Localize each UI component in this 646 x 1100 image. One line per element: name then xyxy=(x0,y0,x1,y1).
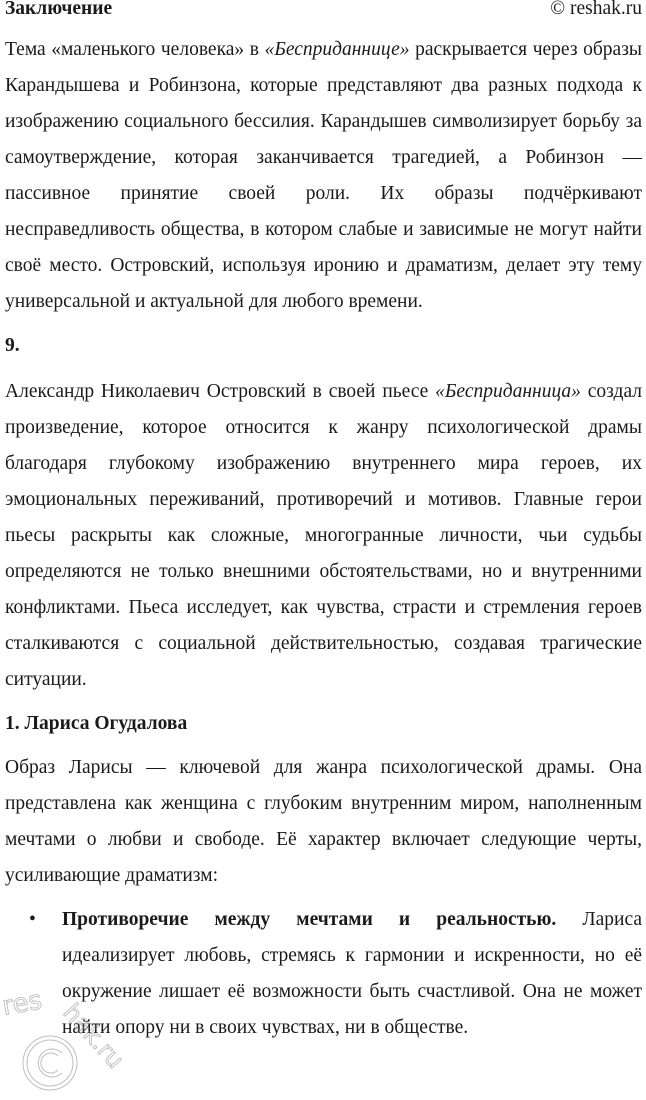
source-label: © reshak.ru xyxy=(550,0,642,19)
list-item xyxy=(5,902,642,1046)
task-number: 9. xyxy=(5,335,20,356)
svg-text:hak.ru: hak.ru xyxy=(57,998,130,1074)
section-heading: 1. Лариса Огудалова xyxy=(5,713,188,734)
bullet-icon: • xyxy=(29,909,36,930)
intro-text-start: Александр Николаевич Островский в своей пьесе xyxy=(5,381,436,402)
conclusion-text-rest: раскрывается через образы Карандышева и Робинзона, которые представляют два разных подхода к изображению социального бессилия. Карандышев символизирует борьбу за самоутверждение, которая заканчивается трагедией, а Робинзон — пассивное принятие своей роли. Их образы подчёркивают несправедливость общества, в котором слабые и зависимые не могут найти своё место. Островский, используя иронию и драматизм, делает эту тему универсальной и актуальной для любого времени. xyxy=(5,39,642,312)
play-title-italic: «Бесприданнице» xyxy=(264,39,410,60)
section-title: Заключение xyxy=(5,0,113,19)
svg-text:res: res xyxy=(0,985,45,1022)
intro-paragraph xyxy=(5,374,642,698)
conclusion-text-start: Тема «маленького человека» в xyxy=(5,39,265,60)
document-page xyxy=(5,0,642,1046)
page-header xyxy=(5,0,642,20)
play-title-italic: «Бесприданница» xyxy=(435,381,581,402)
traits-list xyxy=(5,902,642,1046)
conclusion-paragraph xyxy=(5,32,642,320)
section-paragraph: Образ Ларисы — ключевой для жанра психологической драмы. Она представлена как женщина с глубоким внутренним миром, наполненным мечтами о любви и свободе. Её характер включает следующие черты, усиливающие драматизм: xyxy=(5,757,642,886)
list-item-text: Лариса идеализирует любовь, стремясь к гармонии и искренности, но её окружение лишает её возможности быть счастливой. Она не может найти опору ни в своих чувствах, ни в обществе. xyxy=(62,909,642,1038)
intro-text-rest: создал произведение, которое относится к жанру психологической драмы благодаря глубокому изображению внутреннего мира героев, их эмоциональных переживаний, противоречий и мотивов. Главные герои пьесы раскрыты как сложные, многогранные личности, чьи судьбы определяются не только внешними обстоятельствами, но и внутренними конфликтами. Пьеса исследует, как чувства, страсти и стремления героев сталкиваются с социальной действительностью, создавая трагические ситуации. xyxy=(5,381,642,690)
list-item-lead: Противоречие между мечтами и реальностью. xyxy=(62,909,557,930)
